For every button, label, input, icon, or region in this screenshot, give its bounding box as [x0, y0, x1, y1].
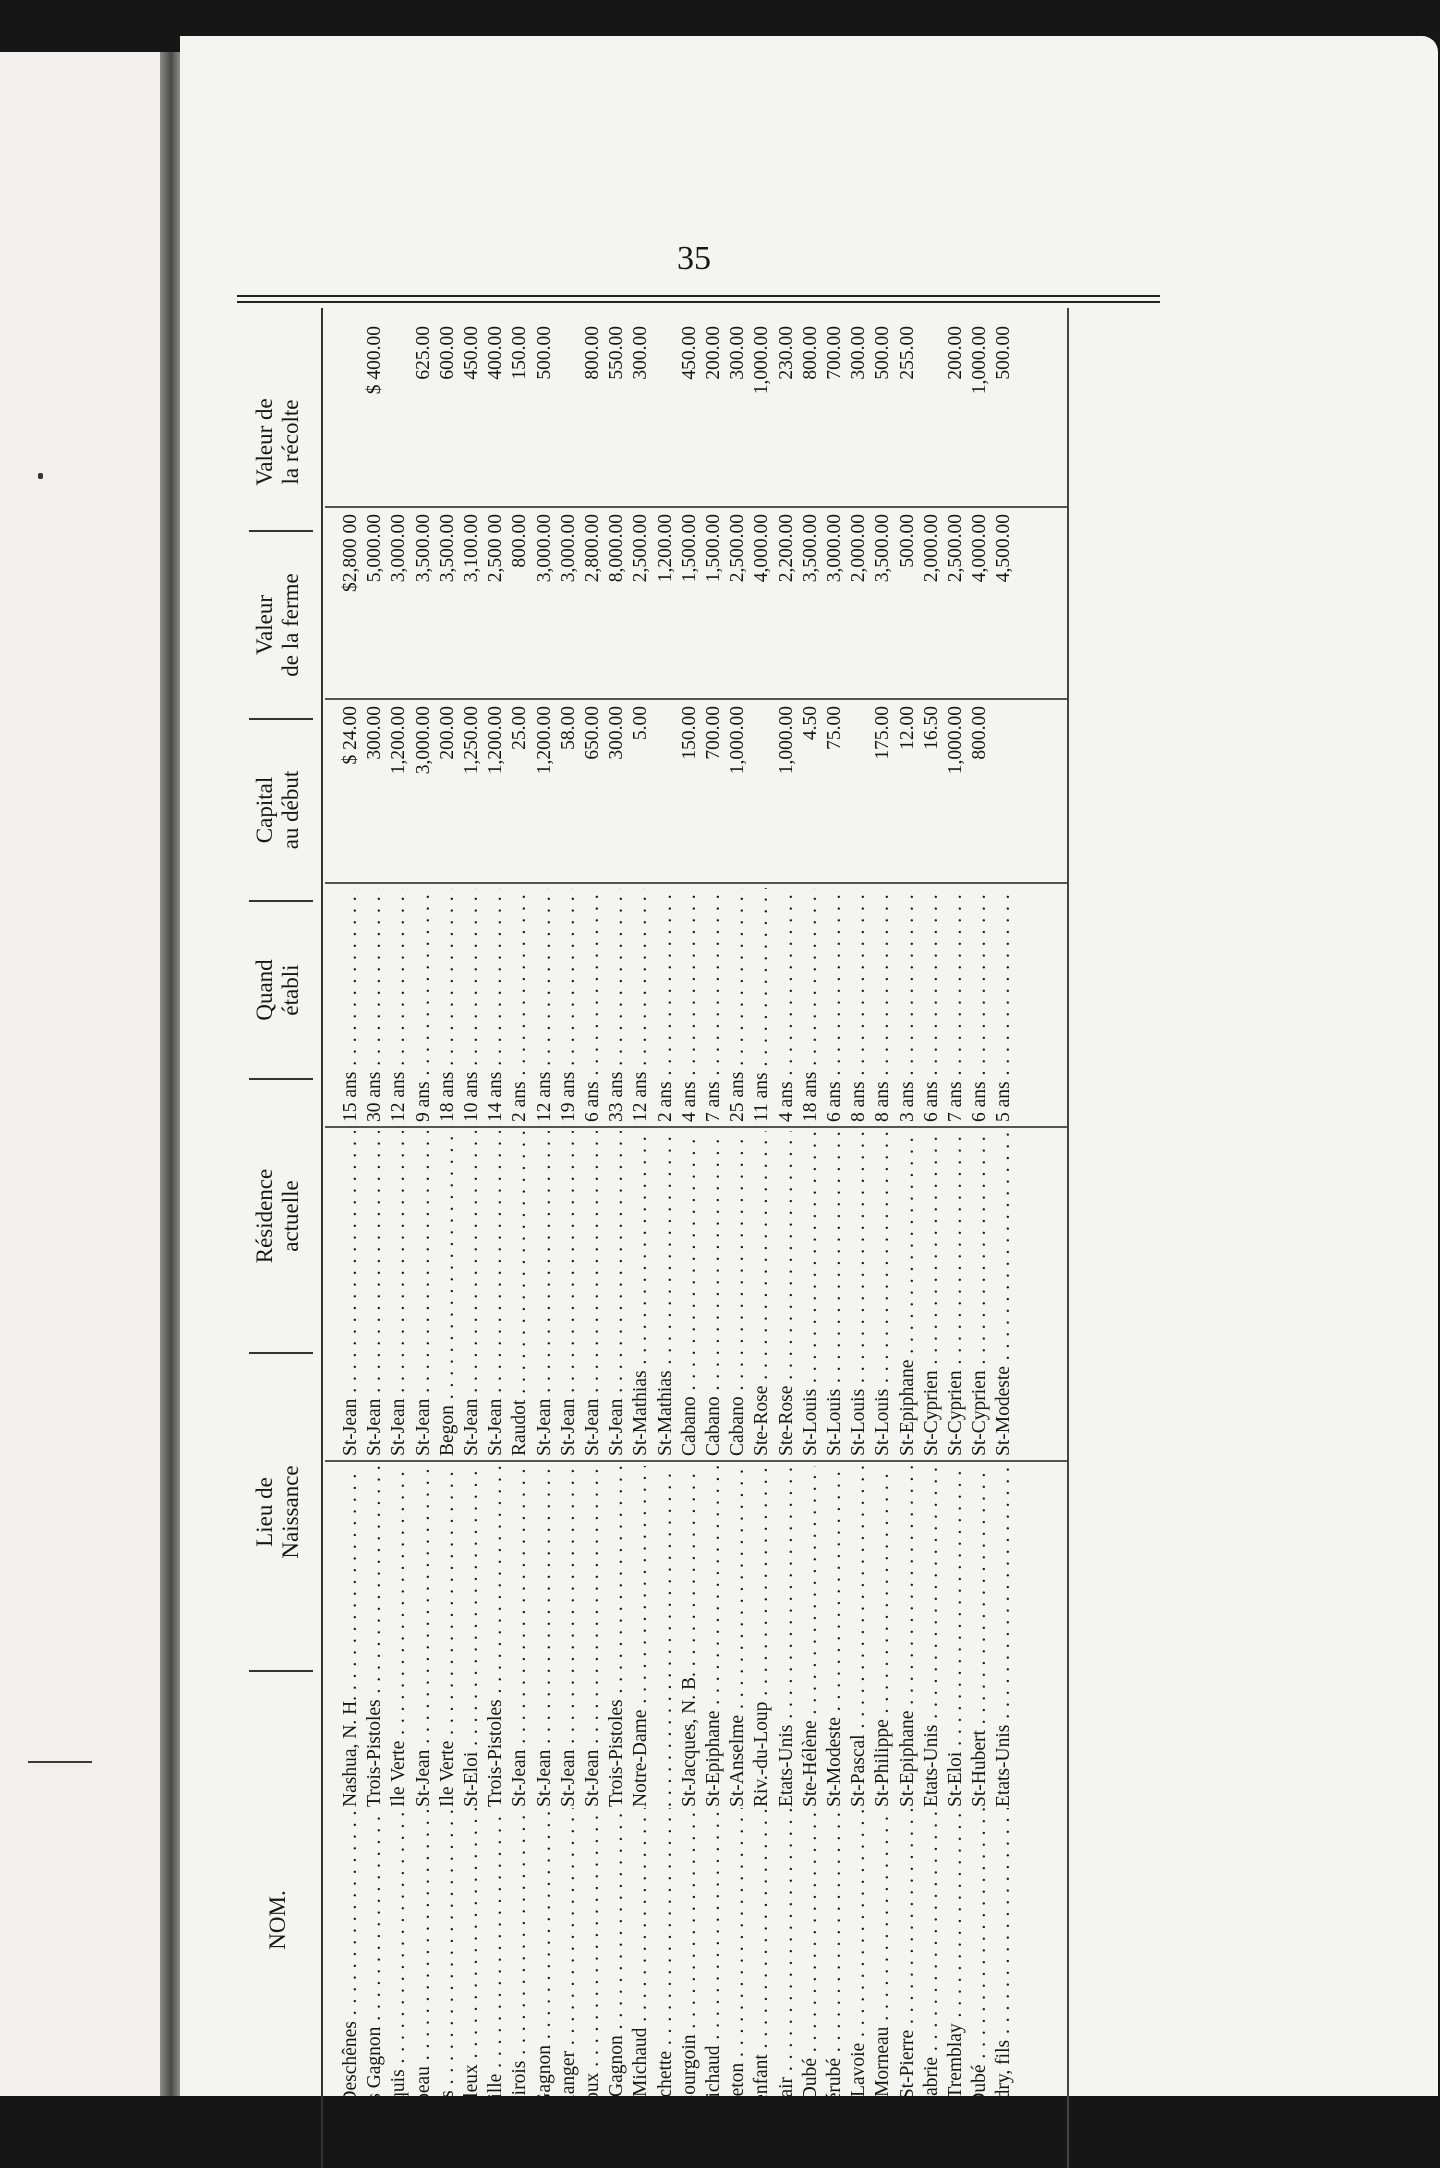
header-divider: [321, 308, 323, 2168]
cell-capital: 5.00: [630, 706, 652, 741]
cell-nom: Louis Dubé . . .: [968, 1808, 991, 2156]
cell-residence: St-Mathias . . .: [654, 1131, 677, 1456]
cell-ferme: 2,000.00: [848, 514, 870, 583]
table-bottom-rule: [1067, 308, 1069, 2168]
cell-residence: St-Jean . . .: [581, 1131, 604, 1456]
cell-residence: St-Cyprien . . .: [944, 1131, 967, 1456]
header-separator: [249, 530, 313, 532]
cell-recolte: 300.00: [630, 326, 652, 380]
cell-capital: 700.00: [703, 706, 724, 760]
cell-nom: Hilaire Gagnon . . .: [605, 1808, 628, 2156]
cell-nom: T. Sirois . . .: [436, 1808, 459, 2156]
cell-nom: E. Belzille . . .: [484, 1808, 507, 2156]
header-residence: Résidence actuelle: [251, 1168, 303, 1264]
cell-residence: St-Epiphane . . .: [896, 1131, 919, 1456]
cell-ferme: 3,100.00: [461, 514, 482, 583]
cell-quand: 4 ans . . .: [775, 888, 798, 1122]
cell-lieu: St-Pascal . . .: [847, 1466, 870, 1807]
header-separator: [249, 1078, 313, 1080]
cell-quand: 25 ans . . .: [726, 888, 749, 1122]
cell-capital: 1,250.00: [461, 706, 482, 775]
settlers-table: [237, 308, 1097, 2168]
cell-ferme: 3,000.00: [533, 514, 555, 583]
cell-capital: 1,200.00: [533, 706, 555, 775]
cell-capital: 75.00: [824, 706, 845, 750]
column-rule: [325, 506, 1067, 508]
cell-residence: Ste-Rose . . .: [775, 1131, 798, 1456]
cell-capital: [654, 706, 677, 878]
cell-residence: Cabano . . .: [678, 1131, 701, 1456]
cell-nom: Pierre Deschênes . . .: [339, 1808, 362, 2156]
cell-capital: 300.00: [364, 706, 386, 760]
header-nom: NOM.: [264, 1890, 290, 1950]
cell-lieu: St-Anselme . . .: [726, 1466, 749, 1807]
cell-residence: St-Jean . . .: [605, 1131, 628, 1456]
cell-quand: 2 ans . . .: [654, 888, 677, 1122]
cell-ferme: 800.00: [509, 514, 531, 568]
cell-lieu: St-Jacques, N. B. . . .: [678, 1466, 701, 1807]
cell-lieu: [654, 1466, 677, 1807]
cell-nom: O. Leclair . . .: [775, 1808, 798, 2156]
cell-lieu: Etats-Unis . . .: [992, 1466, 1015, 1807]
book-gutter: [160, 52, 182, 2096]
cell-recolte: 700.00: [824, 326, 845, 380]
cell-lieu: St-Jean . . .: [557, 1466, 580, 1807]
cell-quand: 2 ans . . .: [508, 888, 531, 1122]
cell-nom: J. Veuilleux . . .: [460, 1808, 483, 2156]
cell-ferme: 4,500.00: [993, 514, 1015, 583]
cell-quand: 19 ans . . .: [557, 888, 580, 1122]
cell-quand: 3 ans . . .: [896, 888, 919, 1122]
cell-recolte: [339, 326, 362, 502]
left-page-mark: [38, 473, 43, 479]
cell-residence: St-Jean . . .: [387, 1131, 410, 1456]
cell-ferme: 4,000.00: [751, 514, 773, 583]
cell-recolte: [557, 326, 580, 502]
cell-capital: 1,200.00: [485, 706, 507, 775]
cell-ferme: 1,500.00: [678, 514, 700, 583]
cell-quand: 7 ans . . .: [702, 888, 725, 1122]
cell-recolte: 450.00: [461, 326, 482, 380]
cell-capital: 1,000.00: [775, 706, 797, 775]
cell-ferme: 3,000.00: [388, 514, 410, 583]
header-lieu: Lieu de Naissance: [251, 1465, 303, 1559]
cell-recolte: 500.00: [993, 326, 1015, 380]
cell-lieu: Etats-Unis . . .: [775, 1466, 798, 1807]
cell-residence: Ste-Rose . . .: [750, 1131, 773, 1456]
left-page: [0, 52, 168, 2096]
cell-recolte: 550.00: [606, 326, 628, 380]
cell-quand: 6 ans . . .: [920, 888, 943, 1122]
cell-quand: 14 ans . . .: [484, 888, 507, 1122]
header-separator: [249, 1670, 313, 1672]
cell-recolte: 255.00: [896, 326, 918, 380]
cell-recolte: $ 400.00: [364, 326, 386, 395]
cell-capital: 4.50: [799, 706, 821, 741]
cell-nom: Israel Labrie . . .: [920, 1808, 943, 2156]
cell-recolte: 200.00: [703, 326, 724, 380]
cell-quand: 10 ans . . .: [460, 888, 483, 1122]
cell-quand: 4 ans . . .: [678, 888, 701, 1122]
cell-recolte: 400.00: [485, 326, 507, 380]
cell-residence: St-Louis . . .: [871, 1131, 894, 1456]
cell-recolte: 230.00: [775, 326, 797, 380]
cell-nom: Cyrille Michaud . . .: [629, 1808, 652, 2156]
cell-capital: [992, 706, 1015, 878]
cell-nom: Frs. Bélanger . . .: [557, 1808, 580, 2156]
cell-residence: St-Louis . . .: [799, 1131, 822, 1456]
cell-capital: 150.00: [678, 706, 700, 760]
cell-ferme: 1,200.00: [654, 514, 676, 583]
header-rule: [237, 295, 1160, 297]
cell-quand: 6 ans . . .: [581, 888, 604, 1122]
cell-quand: 5 ans . . .: [992, 888, 1015, 1122]
cell-quand: 30 ans . . .: [363, 888, 386, 1122]
cell-residence: Begon . . .: [436, 1131, 459, 1456]
cell-lieu: Riv.-du-Loup . . .: [750, 1466, 773, 1807]
cell-recolte: 800.00: [799, 326, 821, 380]
cell-ferme: 3,500.00: [872, 514, 894, 583]
column-rule: [325, 1460, 1067, 1462]
cell-nom: Odilon Lavoie . . .: [847, 1808, 870, 2156]
header-ferme: Valeur de la ferme: [251, 573, 303, 677]
header-separator: [249, 718, 313, 720]
cell-residence: Raudot . . .: [508, 1131, 531, 1456]
cell-nom: Lazare Tremblay . . .: [944, 1808, 967, 2156]
cell-nom: Thomas Gagnon . . .: [363, 1808, 386, 2156]
cell-ferme: 1,500.00: [703, 514, 724, 583]
cell-lieu: St-Epiphane . . .: [702, 1466, 725, 1807]
cell-quand: 33 ans . . .: [605, 888, 628, 1122]
cell-lieu: Etats-Unis . . .: [920, 1466, 943, 1807]
cell-recolte: 200.00: [945, 326, 966, 380]
cell-nom: Sifroid Morneau . . .: [871, 1808, 894, 2156]
cell-lieu: Trois-Pistoles . . .: [605, 1466, 628, 1807]
cell-capital: [750, 706, 773, 878]
cell-lieu: St-Jean . . .: [508, 1466, 531, 1807]
cell-capital: 1,200.00: [388, 706, 410, 775]
cell-nom: Elz. Rioux . . .: [581, 1808, 604, 2156]
header-capital: Capital au début: [251, 770, 303, 850]
cell-ferme: 2,500.00: [630, 514, 652, 583]
cell-nom: G.-R. Bourgoin . . .: [678, 1808, 701, 2156]
cell-recolte: 150.00: [509, 326, 531, 380]
cell-nom: Alfred Dubé . . .: [799, 1808, 822, 2156]
cell-capital: 175.00: [872, 706, 894, 760]
cell-residence: St-Jean . . .: [339, 1131, 362, 1456]
cell-recolte: 625.00: [412, 326, 434, 380]
header-quand: Quand établi: [251, 959, 303, 1021]
cell-residence: Cabano . . .: [702, 1131, 725, 1456]
cell-ferme: 3,500.00: [412, 514, 434, 583]
cell-capital: 300.00: [606, 706, 628, 760]
cell-nom: Louis Gagnon . . .: [533, 1808, 556, 2156]
cell-quand: 9 ans . . .: [412, 888, 435, 1122]
cell-capital: 650.00: [582, 706, 603, 760]
column-rule: [325, 698, 1067, 700]
cell-capital: 58.00: [557, 706, 579, 750]
cell-lieu: Trois-Pistoles . . .: [484, 1466, 507, 1807]
cell-ferme: 3,500.00: [799, 514, 821, 583]
cell-recolte: 450.00: [678, 326, 700, 380]
cell-nom: Chs. Breton . . .: [726, 1808, 749, 2156]
cell-ferme: 8,000.00: [606, 514, 628, 583]
cell-ferme: 4,000.00: [969, 514, 991, 583]
cell-lieu: Nashua, N. H. . . .: [339, 1466, 362, 1807]
cell-ferme: 2,000.00: [920, 514, 942, 583]
cell-nom: Z. Malenfant . . .: [750, 1808, 773, 2156]
cell-nom: W. Landry, fils . . .: [992, 1808, 1015, 2156]
cell-residence: St-Jean . . .: [412, 1131, 435, 1456]
cell-lieu: St-Jean . . .: [533, 1466, 556, 1807]
cell-quand: 6 ans . . .: [823, 888, 846, 1122]
cell-quand: 18 ans . . .: [799, 888, 822, 1122]
cell-nom: O. Drapeau . . .: [412, 1808, 435, 2156]
cell-lieu: St-Eloi . . .: [460, 1466, 483, 1807]
cell-residence: St-Modeste . . .: [992, 1131, 1015, 1456]
cell-ferme: 2,200.00: [775, 514, 797, 583]
cell-residence: St-Cyprien . . .: [968, 1131, 991, 1456]
cell-quand: 11 ans . . .: [750, 888, 773, 1122]
cell-capital: 3,000.00: [412, 706, 434, 775]
cell-quand: 6 ans . . .: [968, 888, 991, 1122]
cell-quand: 18 ans . . .: [436, 888, 459, 1122]
cell-ferme: 2,500.00: [727, 514, 749, 583]
cell-recolte: [654, 326, 677, 502]
page-number: 35: [677, 240, 711, 277]
cell-residence: St-Louis . . .: [847, 1131, 870, 1456]
cell-recolte: [920, 326, 943, 502]
cell-residence: St-Cyprien . . .: [920, 1131, 943, 1456]
cell-residence: St-Jean . . .: [557, 1131, 580, 1456]
cell-recolte: 500.00: [872, 326, 894, 380]
cell-recolte: 800.00: [582, 326, 603, 380]
header-rule: [237, 301, 1160, 303]
cell-quand: 15 ans . . .: [339, 888, 362, 1122]
cell-ferme: 2,500 00: [485, 514, 507, 583]
header-separator: [249, 900, 313, 902]
cell-lieu: Ile Verte . . .: [387, 1466, 410, 1807]
cell-ferme: 3,000.00: [824, 514, 845, 583]
cell-residence: Cabano . . .: [726, 1131, 749, 1456]
cell-capital: 25.00: [509, 706, 531, 750]
cell-lieu: St-Modeste . . .: [823, 1466, 846, 1807]
cell-residence: St-Jean . . .: [533, 1131, 556, 1456]
cell-capital: 800.00: [969, 706, 991, 760]
cell-residence: St-Jean . . .: [363, 1131, 386, 1456]
column-rule: [325, 1126, 1067, 1128]
cell-recolte: 1,000.00: [751, 326, 773, 395]
cell-capital: 1,000.00: [727, 706, 749, 775]
cell-quand: 12 ans . . .: [533, 888, 556, 1122]
cell-recolte: 1,000.00: [969, 326, 991, 395]
cell-lieu: Ile Verte . . .: [436, 1466, 459, 1807]
cell-residence: St-Jean . . .: [484, 1131, 507, 1456]
cell-capital: 200.00: [436, 706, 458, 760]
cell-lieu: Trois-Pistoles . . .: [363, 1466, 386, 1807]
cell-ferme: 2,500.00: [945, 514, 966, 583]
cell-ferme: 3,500.00: [436, 514, 458, 583]
column-rule: [325, 882, 1067, 884]
cell-lieu: St-Jean . . .: [581, 1466, 604, 1807]
cell-capital: [847, 706, 870, 878]
cell-nom: E. Blanchette . . .: [654, 1808, 677, 2156]
cell-quand: 8 ans . . .: [847, 888, 870, 1122]
cell-recolte: [387, 326, 410, 502]
cell-lieu: St-Jean . . .: [412, 1466, 435, 1807]
cell-lieu: St-Philippe . . .: [871, 1466, 894, 1807]
cell-quand: 12 ans . . .: [629, 888, 652, 1122]
cell-ferme: 3,000.00: [557, 514, 579, 583]
cell-quand: 8 ans . . .: [871, 888, 894, 1122]
cell-ferme: 5,000.00: [364, 514, 386, 583]
cell-recolte: 500.00: [533, 326, 555, 380]
header-recolte: Valeur de la récolte: [251, 398, 303, 486]
cell-residence: St-Louis . . .: [823, 1131, 846, 1456]
cell-lieu: St-Eloi . . .: [944, 1466, 967, 1807]
cell-ferme: 500.00: [896, 514, 918, 568]
cell-capital: 1,000.00: [945, 706, 966, 775]
cell-nom: L.-P. Bérubé . . .: [823, 1808, 846, 2156]
cell-lieu: St-Epiphane . . .: [896, 1466, 919, 1807]
cell-ferme: 2,800.00: [582, 514, 603, 583]
cell-lieu: Notre-Dame . . .: [629, 1466, 652, 1807]
cell-quand: 12 ans . . .: [387, 888, 410, 1122]
cell-nom: Z. Marquis . . .: [387, 1808, 410, 2156]
cell-lieu: St-Hubert . . .: [968, 1466, 991, 1807]
cell-nom: Ben. Michaud . . .: [702, 1808, 725, 2156]
cell-quand: 7 ans . . .: [944, 888, 967, 1122]
left-page-rule: [28, 1761, 92, 1763]
header-separator: [249, 1352, 313, 1354]
cell-recolte: 300.00: [727, 326, 749, 380]
cell-nom: Ignace St-Pierre . . .: [896, 1808, 919, 2156]
cell-capital: 16.50: [920, 706, 942, 750]
cell-residence: St-Jean . . .: [460, 1131, 483, 1456]
cell-capital: 12.00: [896, 706, 918, 750]
cell-recolte: 600.00: [436, 326, 458, 380]
cell-residence: St-Mathias . . .: [629, 1131, 652, 1456]
cell-lieu: Ste-Hélène . . .: [799, 1466, 822, 1807]
cell-nom: Théo. Sirois . . .: [508, 1808, 531, 2156]
cell-capital: $ 24.00: [340, 706, 361, 765]
cell-recolte: 300.00: [848, 326, 870, 380]
cell-ferme: $2,800 00: [340, 514, 361, 592]
